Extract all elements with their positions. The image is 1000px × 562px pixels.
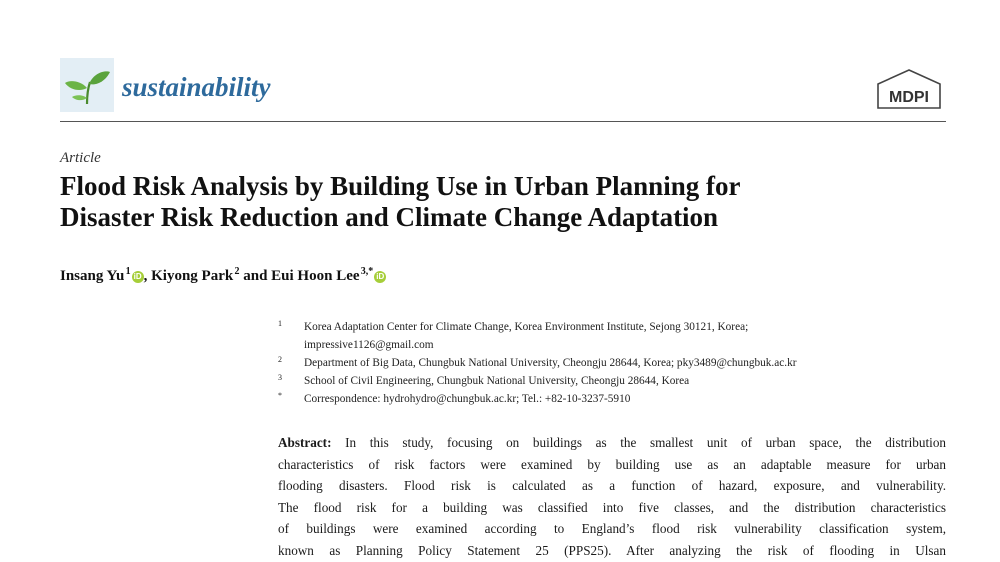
affiliation-item <box>278 354 958 372</box>
author-separator: , <box>143 268 152 284</box>
journal-name[interactable]: sustainability <box>122 72 271 102</box>
author-name[interactable]: Kiyong Park <box>151 268 234 284</box>
abstract <box>278 432 946 562</box>
abstract-text: In this study, focusing on buildings as the smallest unit of urban space, the distribution <box>345 435 947 450</box>
abstract-label: Abstract: <box>278 435 332 450</box>
author-affiliation-mark: 2 <box>234 266 240 277</box>
author-affiliation-mark: 3,* <box>360 266 374 277</box>
abstract-line: known as Planning Policy Statement 25 (PPS25). After analyzing the risk of flooding in Ulsan <box>278 542 946 558</box>
author-affiliation-mark: 1 <box>125 266 131 277</box>
abstract-line <box>278 432 946 454</box>
author-name[interactable]: Eui Hoon Lee <box>271 268 360 284</box>
affiliation-item <box>278 318 958 354</box>
correspondence-mark: * <box>278 391 282 400</box>
affiliation-email[interactable]: impressive1126@gmail.com <box>304 339 434 351</box>
correspondence-item <box>278 390 958 408</box>
author-name[interactable]: Insang Yu <box>60 268 125 284</box>
leaf-sprout-icon <box>60 58 114 112</box>
orcid-icon[interactable]: iD <box>133 272 142 281</box>
header-divider <box>60 121 946 122</box>
journal-header <box>60 58 950 120</box>
affiliation-mark: 2 <box>278 355 282 364</box>
abstract-line: The flood risk for a building was classified into five classes, and the distribution characteristics <box>278 499 946 515</box>
title-line: Disaster Risk Reduction and Climate Change Adaptation <box>60 202 719 232</box>
abstract-line: flooding disasters. Flood risk is calculated as a function of hazard, exposure, and vulnerability. <box>278 478 946 494</box>
article-title <box>60 171 940 233</box>
abstract-line: characteristics of risk factors were examined by building use as an adaptable measure for urban <box>278 456 946 472</box>
correspondence-text: Correspondence: hydrohydro@chungbuk.ac.kr; Tel.: +82-10-3237-5910 <box>304 393 631 405</box>
author-separator: and <box>239 268 272 284</box>
author-list <box>60 266 386 285</box>
affiliation-text: School of Civil Engineering, Chungbuk National University, Cheongju 28644, Korea <box>304 375 690 387</box>
affiliation-list <box>278 318 958 408</box>
affiliation-text: Department of Big Data, Chungbuk National University, Cheongju 28644, Korea; pky3489@chungbuk.ac.kr <box>304 357 797 369</box>
affiliation-item <box>278 372 958 390</box>
affiliation-text: Korea Adaptation Center for Climate Change, Korea Environment Institute, Sejong 30121, Korea; <box>304 321 749 333</box>
publisher-name: MDPI <box>889 89 929 106</box>
title-line: Flood Risk Analysis by Building Use in Urban Planning for <box>60 171 741 201</box>
affiliation-mark: 3 <box>278 373 282 382</box>
article-type: Article <box>60 150 101 166</box>
affiliation-mark: 1 <box>278 319 282 328</box>
orcid-icon[interactable]: iD <box>376 272 385 281</box>
mdpi-logo-icon[interactable] <box>874 68 944 112</box>
abstract-line: of buildings were examined according to England’s flood risk vulnerability classification system, <box>278 521 946 537</box>
